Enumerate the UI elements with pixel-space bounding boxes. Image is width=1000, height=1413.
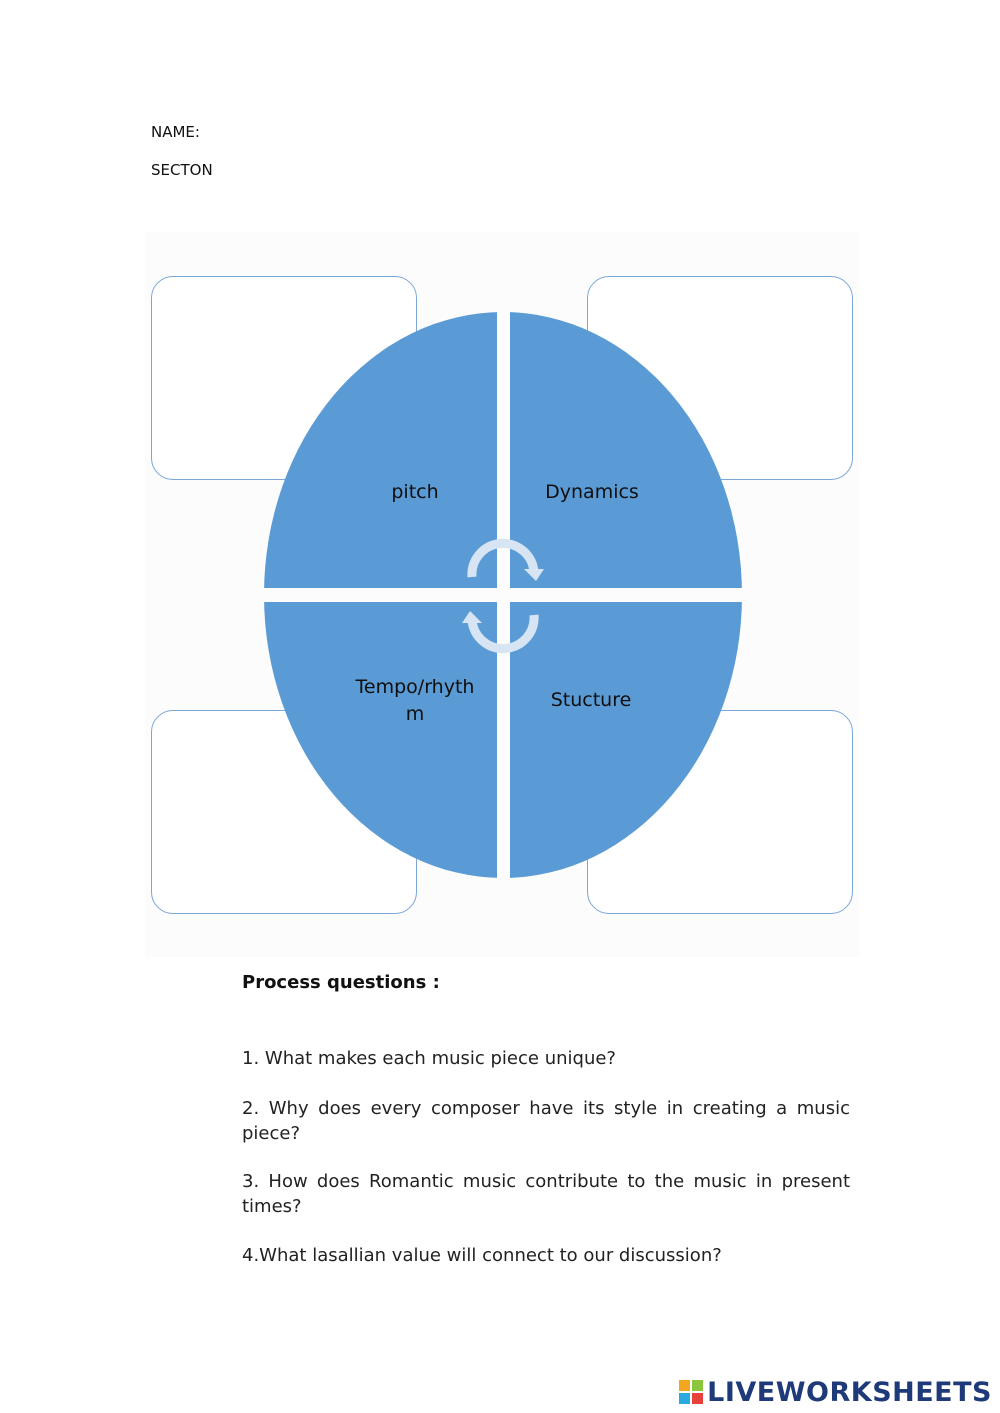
quadrant-oval: [145, 232, 860, 957]
quadrant-dynamics-shape: [510, 292, 762, 588]
cycle-arrows-icon: [462, 543, 544, 648]
question-3: 3. How does Romantic music contribute to the music in present times?: [242, 1171, 850, 1217]
quadrant-tempo-shape: [245, 602, 497, 902]
section-label: SECTON: [151, 161, 213, 179]
liveworksheets-logo-icon: [679, 1380, 703, 1404]
name-label: NAME:: [151, 123, 200, 141]
question-1: 1. What makes each music piece unique?: [242, 1048, 616, 1069]
question-4: 4.What lasallian value will connect to our discussion?: [242, 1245, 722, 1266]
logo-text: LIVEWORKSHEETS: [707, 1376, 992, 1408]
question-2: 2. Why does every composer have its style in creating a music piece?: [242, 1098, 850, 1144]
liveworksheets-logo: [679, 1375, 992, 1409]
quadrant-pitch-shape: [245, 292, 497, 588]
quadrant-dynamics-label: Dynamics: [545, 481, 639, 503]
quadrant-pitch-label: pitch: [391, 481, 439, 503]
quadrant-structure-shape: [510, 602, 762, 902]
diagram: [145, 232, 860, 957]
process-questions-title: Process questions :: [242, 972, 440, 993]
quadrant-structure-label: Stucture: [550, 689, 632, 711]
quadrant-tempo-label-cont: m: [405, 703, 425, 725]
quadrant-tempo-label: Tempo/rhyth: [355, 676, 475, 698]
